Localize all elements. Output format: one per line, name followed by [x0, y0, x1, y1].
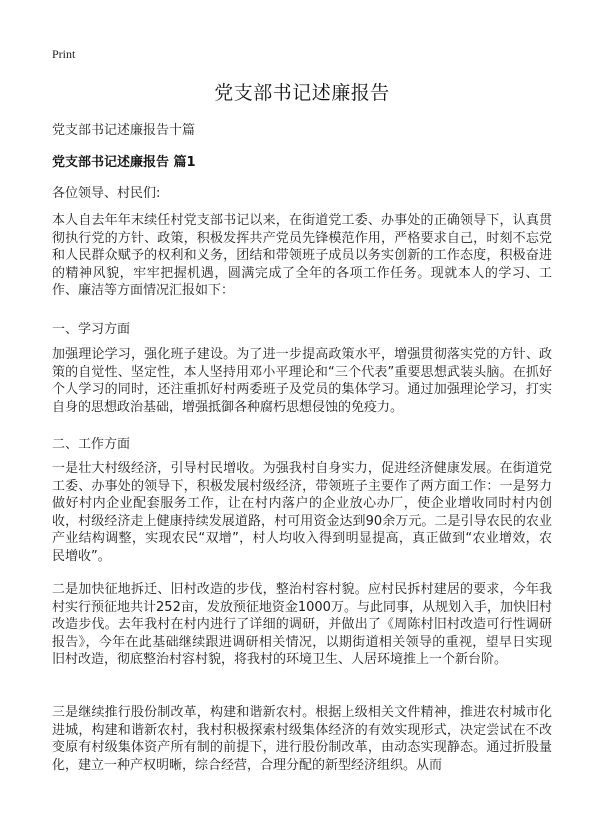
section-heading: 党支部书记述廉报告 篇1 [52, 155, 196, 170]
paragraph-work-land: 二是加快征地拆迁、旧村改造的步伐，整治村容村貌。应村民拆村建居的要求，今年我村实行预征地共计252亩，发放预征地资金1000万。与此同事，从规划入手，加快旧村改造步伐。去年我村在村内进行了详细的调研，并做出了《周陈村旧村改造可行性调研报告》，今年在此基础继续跟进调研相关情况，以期街道相关领导的重视，望早日实现旧村改造，彻底整治村容村貌，将我村的环境卫生、人居环境推上一个新台阶。 [52, 582, 552, 667]
paragraph-work-economy: 一是壮大村级经济，引导村民增收。为强我村自身实力，促进经济健康发展。在街道党工委、办事处的领导下，积极发展村级经济，带领班子主要作了两方面工作：一是努力做好村内企业配套服务工作，让在村内落户的企业放心办厂，使企业增收同时村内创收，村级经济走上健康持续发展道路，村可用资金达到90余万元。二是引导农民的农业产业结构调整，实现农民“双增”，村人均收入得到明显提高，真正做到“农业增效，农民增收”。 [52, 461, 552, 564]
paragraph-work-reform: 三是继续推行股份制改革，构建和谐新农村。根据上级相关文件精神，推进农村城市化进城，构建和谐新农村，我村积极探索村级集体经济的有效实现形式，决定尝试在不改变原有村级集体资产所有制的前提下，进行股份制改革，由动态实现静态。通过折股量化，建立一种产权明晰，综合经营，合理分配的新型经济组织。从而 [52, 705, 552, 773]
paragraph-intro: 本人自去年年末续任村党支部书记以来，在街道党工委、办事处的正确领导下，认真贯彻执行党的方针、政策，积极发挥共产党员先锋模范作用，严格要求自己，时刻不忘党和人民群众赋予的权利和义务，团结和带领班子成员以务实创新的工作态度，积极奋进的精神风貌，牢牢把握机遇，圆满完成了全年的各项工作任务。现就本人的学习、工作、廉洁等方面情况汇报如下： [52, 213, 552, 298]
print-label[interactable]: Print [52, 47, 76, 61]
document-title: 党支部书记述廉报告 [214, 82, 390, 104]
heading-study: 一、学习方面 [52, 322, 131, 337]
heading-work: 二、工作方面 [52, 437, 131, 452]
greeting: 各位领导、村民们: [52, 186, 161, 201]
paragraph-study: 加强理论学习，强化班子建设。为了进一步提高政策水平，增强贯彻落实党的方针、政策的自觉性、坚定性，本人坚持用邓小平理论和“三个代表”重要思想武装头脑。在抓好个人学习的同时，还注重抓好村两委班子及党员的集体学习。通过加强理论学习，打实自身的思想政治基础，增强抵御各种腐朽思想侵蚀的免疫力。 [52, 347, 552, 415]
document-subtitle: 党支部书记述廉报告十篇 [52, 123, 196, 138]
